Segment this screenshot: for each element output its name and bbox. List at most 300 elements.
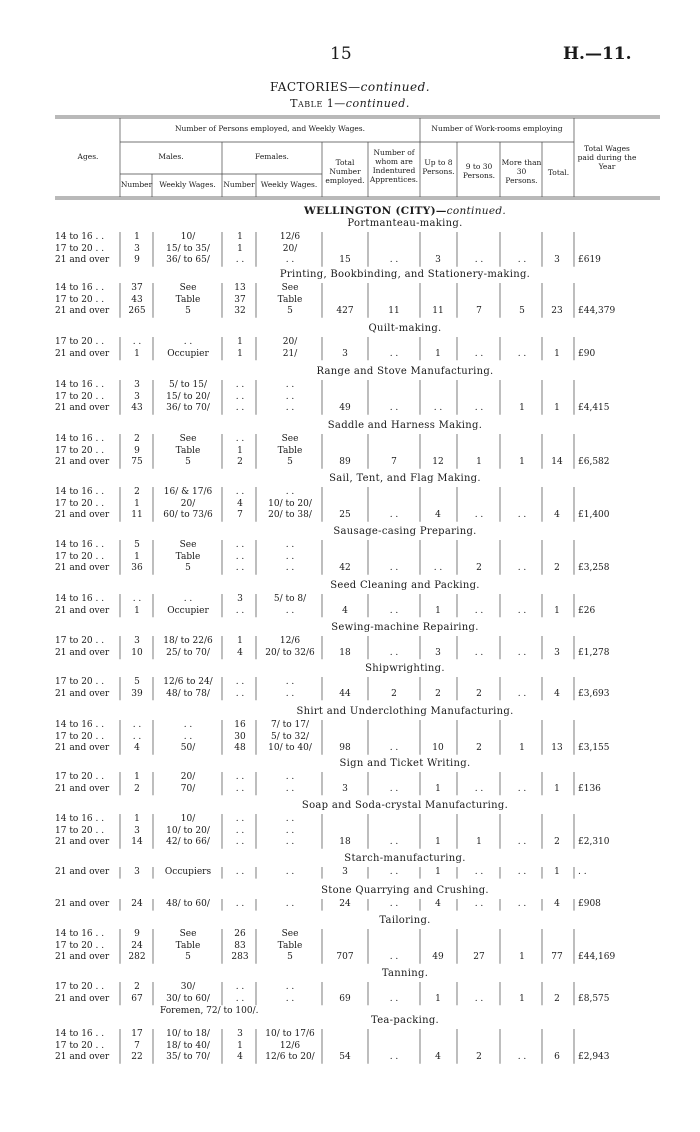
9-to-30-cell: 2	[476, 563, 482, 574]
male-wages-cell: 25/ to 70/	[166, 647, 210, 658]
indentured-cell: . .	[389, 255, 399, 266]
female-number-cell: 83	[234, 940, 246, 951]
male-number-cell: 4	[134, 743, 140, 754]
total-wages-cell: £1,278	[578, 647, 610, 658]
9-to-30-cell: . .	[474, 348, 484, 359]
age-cell: 14 to 16 . .	[55, 487, 105, 497]
male-wages-cell: 70/	[180, 783, 196, 794]
age-cell: 21 and over	[55, 952, 110, 963]
female-wages-cell: 12/6	[279, 636, 301, 646]
section-heading: Saddle and Harness Making.	[327, 420, 483, 431]
col-indentured: Number of whom are Indentured Apprentices.	[369, 148, 419, 184]
male-wages-cell: 12/6 to 24/	[163, 677, 213, 687]
up-to-8-cell: 1	[435, 867, 441, 877]
indentured-cell: . .	[389, 867, 399, 877]
up-to-8-cell: 4	[435, 510, 441, 521]
age-cell: 21 and over	[55, 457, 110, 468]
rooms-total-cell: 1	[554, 783, 560, 794]
total-wages-cell: £908	[578, 899, 601, 909]
female-number-cell: 1	[237, 445, 243, 456]
male-wages-cell: 5	[185, 952, 191, 963]
col-more-than-30: More than 30 Persons.	[501, 158, 542, 185]
female-wages-cell: 20/ to 32/6	[265, 647, 315, 658]
female-number-cell: . .	[235, 783, 245, 794]
male-number-cell: . .	[132, 731, 142, 742]
female-wages-cell: 21/	[282, 348, 298, 359]
col-male-number: Number	[120, 180, 153, 189]
male-wages-cell: Table	[175, 294, 201, 305]
section-heading: Sausage-casing Preparing.	[333, 526, 477, 537]
male-wages-cell: 36/ to 65/	[166, 255, 210, 266]
female-wages-cell: . .	[285, 563, 295, 574]
age-cell: 14 to 16 . .	[55, 720, 105, 730]
female-number-cell: . .	[235, 814, 245, 824]
age-cell: 17 to 20 . .	[55, 731, 105, 742]
male-number-cell: 3	[134, 380, 140, 390]
female-wages-cell: 5/ to 32/	[271, 731, 309, 742]
col-rooms-total: Total.	[547, 168, 570, 177]
male-wages-cell: 15/ to 35/	[166, 243, 210, 254]
female-wages-cell: 10/ to 20/	[268, 498, 312, 509]
male-wages-cell: 5	[185, 306, 191, 317]
male-number-cell: 1	[134, 772, 140, 782]
section-heading: Quilt-making.	[368, 323, 442, 334]
female-wages-cell: 10/ to 40/	[268, 743, 312, 754]
col-persons-group: Number of Persons employed, and Weekly Wages.	[174, 124, 366, 133]
up-to-8-cell: . .	[433, 403, 443, 414]
male-number-cell: 3	[134, 867, 140, 877]
female-number-cell: 30	[234, 731, 246, 742]
total-wages-cell: £619	[578, 255, 601, 266]
female-wages-cell: 10/ to 17/6	[265, 1029, 315, 1039]
female-wages-cell: 20/	[282, 243, 298, 254]
male-wages-cell: Table	[175, 445, 201, 456]
more-than-30-cell: . .	[517, 348, 527, 359]
section-heading: Seed Cleaning and Packing.	[330, 580, 480, 591]
total-wages-cell: £2,943	[578, 1052, 610, 1063]
male-wages-cell: 30/ to 60/	[166, 993, 210, 1004]
male-number-cell: 282	[128, 952, 146, 963]
age-cell: 21 and over	[55, 743, 110, 754]
rooms-total-cell: 14	[551, 457, 563, 468]
rooms-total-cell: 6	[554, 1052, 560, 1063]
male-wages-cell: See	[179, 434, 197, 444]
male-wages-cell: 10/	[180, 232, 196, 242]
male-number-cell: 2	[134, 982, 140, 992]
female-wages-cell: 20/	[282, 337, 298, 347]
up-to-8-cell: 3	[435, 647, 441, 658]
male-wages-cell: . .	[183, 720, 193, 730]
female-wages-cell: Table	[277, 294, 303, 305]
col-females: Females.	[255, 152, 289, 161]
female-number-cell: . .	[235, 403, 245, 414]
female-number-cell: . .	[235, 772, 245, 782]
age-cell: 14 to 16 . .	[55, 283, 105, 293]
female-wages-cell: Table	[277, 940, 303, 951]
more-than-30-cell: . .	[517, 1052, 527, 1063]
rooms-total-cell: 2	[554, 837, 560, 848]
female-wages-cell: . .	[285, 814, 295, 824]
section-heading: Printing, Bookbinding, and Stationery-making.	[279, 269, 531, 280]
female-wages-cell: 20/ to 38/	[268, 510, 312, 521]
female-wages-cell: 12/6	[279, 1040, 301, 1051]
male-wages-cell: 18/ to 22/6	[163, 636, 213, 646]
rooms-total-cell: 1	[554, 605, 560, 616]
female-wages-cell: . .	[285, 677, 295, 687]
male-wages-cell: 60/ to 73/6	[163, 510, 213, 521]
more-than-30-cell: 1	[519, 952, 525, 963]
total-employed-cell: 69	[339, 993, 351, 1004]
indentured-cell: . .	[389, 837, 399, 848]
indentured-cell: . .	[389, 743, 399, 754]
female-number-cell: . .	[235, 605, 245, 616]
age-cell: 21 and over	[55, 403, 110, 414]
section-heading: Tea-packing.	[371, 1015, 439, 1026]
up-to-8-cell: 12	[432, 457, 444, 468]
total-wages-cell: £3,693	[578, 688, 610, 699]
age-cell: 21 and over	[55, 867, 110, 877]
female-number-cell: 3	[237, 1029, 243, 1039]
male-wages-cell: . .	[183, 594, 193, 604]
9-to-30-cell: . .	[474, 647, 484, 658]
female-number-cell: 7	[237, 510, 243, 521]
rooms-total-cell: 4	[554, 688, 560, 699]
female-number-cell: 16	[234, 720, 246, 730]
female-number-cell: 283	[231, 952, 249, 963]
female-wages-cell: See	[281, 929, 299, 939]
female-number-cell: 48	[234, 743, 246, 754]
total-employed-cell: 54	[339, 1052, 351, 1063]
more-than-30-cell: . .	[517, 647, 527, 658]
female-number-cell: . .	[235, 487, 245, 497]
male-number-cell: 5	[134, 540, 140, 550]
9-to-30-cell: 27	[473, 952, 485, 963]
age-cell: 17 to 20 . .	[55, 445, 105, 456]
male-number-cell: 2	[134, 434, 140, 444]
female-number-cell: . .	[235, 899, 245, 909]
9-to-30-cell: 7	[476, 306, 482, 317]
rooms-total-cell: 1	[554, 348, 560, 359]
more-than-30-cell: 1	[519, 743, 525, 754]
age-cell: 21 and over	[55, 563, 110, 574]
male-wages-cell: See	[179, 929, 197, 939]
age-cell: 21 and over	[55, 348, 110, 359]
age-cell: 17 to 20 . .	[55, 391, 105, 402]
female-wages-cell: 12/6	[279, 232, 301, 242]
male-number-cell: 1	[134, 348, 140, 359]
rooms-total-cell: 13	[551, 743, 563, 754]
male-number-cell: 2	[134, 783, 140, 794]
up-to-8-cell: 4	[435, 1052, 441, 1063]
female-number-cell: . .	[235, 825, 245, 836]
indentured-cell: . .	[389, 783, 399, 794]
male-wages-cell: Table	[175, 551, 201, 562]
9-to-30-cell: . .	[474, 783, 484, 794]
age-cell: 21 and over	[55, 510, 110, 521]
male-number-cell: 22	[131, 1052, 143, 1063]
rooms-total-cell: 4	[554, 899, 560, 909]
male-number-cell: 14	[131, 837, 143, 848]
male-number-cell: 3	[134, 636, 140, 646]
male-number-cell: 39	[131, 688, 143, 699]
total-employed-cell: 24	[339, 899, 351, 909]
female-wages-cell: . .	[285, 783, 295, 794]
female-wages-cell: See	[281, 283, 299, 293]
indentured-cell: 7	[391, 457, 397, 468]
female-number-cell: . .	[235, 380, 245, 390]
male-wages-cell: 20/	[180, 772, 196, 782]
female-wages-cell: . .	[285, 688, 295, 699]
age-cell: 21 and over	[55, 899, 110, 909]
male-wages-cell: 18/ to 40/	[166, 1040, 210, 1051]
age-cell: 14 to 16 . .	[55, 814, 105, 824]
up-to-8-cell: 49	[432, 952, 444, 963]
9-to-30-cell: . .	[474, 993, 484, 1004]
total-employed-cell: 427	[336, 306, 354, 317]
female-wages-cell: . .	[285, 403, 295, 414]
female-number-cell: 4	[237, 498, 243, 509]
male-wages-cell: 5/ to 15/	[169, 380, 207, 390]
female-number-cell: . .	[235, 837, 245, 848]
up-to-8-cell: 4	[435, 899, 441, 909]
age-cell: 21 and over	[55, 688, 110, 699]
male-wages-cell: . .	[183, 337, 193, 347]
male-number-cell: 1	[134, 551, 140, 562]
total-employed-cell: 98	[339, 743, 351, 754]
rooms-total-cell: 1	[554, 403, 560, 414]
document-code: H.—11.	[563, 44, 632, 64]
up-to-8-cell: 1	[435, 993, 441, 1004]
col-males: Males.	[158, 152, 184, 161]
section-heading: Sail, Tent, and Flag Making.	[329, 473, 481, 484]
male-wages-cell: See	[179, 283, 197, 293]
female-wages-cell: . .	[285, 551, 295, 562]
indentured-cell: 2	[391, 688, 397, 699]
female-number-cell: 26	[234, 929, 246, 939]
female-number-cell: . .	[235, 993, 245, 1004]
male-wages-cell: 5	[185, 457, 191, 468]
male-wages-cell: 10/ to 18/	[166, 1029, 210, 1039]
col-total-employed: Total Number employed.	[325, 158, 365, 185]
total-wages-cell: £26	[578, 605, 596, 616]
total-employed-cell: 3	[342, 783, 348, 794]
female-number-cell: 32	[234, 306, 246, 317]
rooms-total-cell: 4	[554, 510, 560, 521]
age-cell: 21 and over	[55, 837, 110, 848]
male-wages-cell: 15/ to 20/	[166, 391, 210, 402]
rooms-total-cell: 77	[551, 952, 563, 963]
total-employed-cell: 18	[339, 647, 351, 658]
female-number-cell: 2	[237, 457, 243, 468]
female-wages-cell: 12/6 to 20/	[265, 1052, 315, 1063]
female-wages-cell: . .	[285, 487, 295, 497]
male-wages-cell: 16/ & 17/6	[163, 487, 213, 497]
more-than-30-cell: . .	[517, 605, 527, 616]
age-cell: 14 to 16 . .	[55, 434, 105, 444]
female-number-cell: 1	[237, 337, 243, 347]
male-wages-cell: 48/ to 78/	[166, 688, 210, 699]
female-number-cell: 4	[237, 647, 243, 658]
female-number-cell: 1	[237, 348, 243, 359]
total-wages-cell: £8,575	[578, 993, 610, 1004]
total-wages-cell: £3,258	[578, 563, 610, 574]
female-wages-cell: . .	[285, 540, 295, 550]
total-wages-cell: £44,379	[578, 306, 616, 317]
female-number-cell: . .	[235, 255, 245, 266]
age-cell: 21 and over	[55, 605, 110, 616]
female-wages-cell: . .	[285, 772, 295, 782]
male-number-cell: 3	[134, 391, 140, 402]
rooms-total-cell: 23	[551, 306, 563, 317]
male-wages-cell: 36/ to 70/	[166, 403, 210, 414]
total-employed-cell: 707	[336, 952, 354, 963]
9-to-30-cell: 1	[476, 837, 482, 848]
male-wages-cell: Occupier	[167, 348, 209, 359]
male-wages-cell: 10/	[180, 814, 196, 824]
total-employed-cell: 44	[339, 688, 351, 699]
male-number-cell: 3	[134, 243, 140, 254]
rooms-total-cell: 1	[554, 867, 560, 877]
age-cell: 21 and over	[55, 993, 110, 1004]
more-than-30-cell: . .	[517, 899, 527, 909]
age-cell: 14 to 16 . .	[55, 929, 105, 939]
col-female-wages: Weekly Wages.	[260, 180, 318, 189]
male-number-cell: 67	[131, 993, 143, 1004]
age-cell: 17 to 20 . .	[55, 337, 105, 347]
age-cell: 17 to 20 . .	[55, 551, 105, 562]
female-wages-cell: . .	[285, 825, 295, 836]
total-wages-cell: £2,310	[578, 837, 610, 848]
rooms-total-cell: 2	[554, 563, 560, 574]
more-than-30-cell: . .	[517, 783, 527, 794]
female-number-cell: . .	[235, 867, 245, 877]
title-continued: continued.	[360, 80, 431, 94]
rooms-total-cell: 2	[554, 993, 560, 1004]
section-heading: Range and Stove Manufacturing.	[316, 366, 494, 377]
section-heading: Soap and Soda-crystal Manufacturing.	[301, 800, 509, 811]
male-wages-cell: 20/	[180, 498, 196, 509]
male-number-cell: 9	[134, 445, 140, 456]
female-number-cell: . .	[235, 551, 245, 562]
age-cell: 17 to 20 . .	[55, 1040, 105, 1051]
female-wages-cell: . .	[285, 982, 295, 992]
female-wages-cell: See	[281, 434, 299, 444]
more-than-30-cell: . .	[517, 563, 527, 574]
male-wages-cell: 30/	[180, 982, 196, 992]
female-number-cell: . .	[235, 688, 245, 699]
9-to-30-cell: . .	[474, 510, 484, 521]
col-male-wages: Weekly Wages.	[159, 180, 216, 189]
indentured-cell: . .	[389, 952, 399, 963]
age-cell: 17 to 20 . .	[55, 636, 105, 646]
section-heading: Portmanteau-making.	[347, 218, 463, 229]
age-cell: 17 to 20 . .	[55, 243, 105, 254]
female-number-cell: 1	[237, 1040, 243, 1051]
total-wages-cell: £4,415	[578, 403, 610, 414]
indentured-cell: 11	[388, 306, 400, 317]
female-wages-cell: Table	[277, 445, 303, 456]
col-up-to-8: Up to 8 Persons.	[422, 158, 455, 176]
total-employed-cell: 3	[342, 348, 348, 359]
total-employed-cell: 18	[339, 837, 351, 848]
more-than-30-cell: 1	[519, 403, 525, 414]
page-number: 15	[330, 44, 352, 64]
section-heading: Starch-manufacturing.	[344, 853, 466, 864]
9-to-30-cell: 2	[476, 688, 482, 699]
9-to-30-cell: . .	[474, 403, 484, 414]
9-to-30-cell: . .	[474, 867, 484, 877]
total-wages-cell: £3,155	[578, 743, 610, 754]
female-wages-cell: . .	[285, 255, 295, 266]
section-heading: Sewing-machine Repairing.	[331, 622, 479, 633]
male-number-cell: 37	[131, 283, 143, 293]
male-wages-cell: 5	[185, 563, 191, 574]
male-number-cell: 10	[131, 647, 143, 658]
male-number-cell: 9	[134, 255, 140, 266]
age-cell: 17 to 20 . .	[55, 498, 105, 509]
male-number-cell: 24	[131, 940, 143, 951]
female-wages-cell: 5	[287, 457, 293, 468]
9-to-30-cell: 1	[476, 457, 482, 468]
age-cell: 17 to 20 . .	[55, 825, 105, 836]
total-wages-cell: £90	[578, 348, 596, 359]
total-employed-cell: 3	[342, 867, 348, 877]
male-wages-cell: 50/	[180, 743, 196, 754]
female-number-cell: 37	[234, 294, 246, 305]
male-number-cell: 11	[131, 510, 143, 521]
section-heading: Shipwrighting.	[365, 663, 445, 674]
age-cell: 21 and over	[55, 783, 110, 794]
age-cell: 17 to 20 . .	[55, 677, 105, 687]
indentured-cell: . .	[389, 1052, 399, 1063]
indentured-cell: . .	[389, 605, 399, 616]
male-number-cell: 1	[134, 232, 140, 242]
total-employed-cell: 4	[342, 605, 348, 616]
section-heading: Tailoring.	[379, 915, 431, 926]
male-wages-cell: 35/ to 70/	[166, 1052, 210, 1063]
male-wages-cell: Table	[175, 940, 201, 951]
col-female-number: Number	[223, 180, 255, 189]
section-heading: Sign and Ticket Writing.	[339, 758, 471, 769]
total-employed-cell: 42	[339, 563, 351, 574]
age-cell: 14 to 16 . .	[55, 540, 105, 550]
male-wages-cell: 42/ to 66/	[166, 837, 210, 848]
subtitle-continued: continued.	[345, 97, 410, 110]
male-wages-cell: 48/ to 60/	[166, 899, 210, 909]
age-cell: 17 to 20 . .	[55, 294, 105, 305]
male-number-cell: . .	[132, 720, 142, 730]
total-wages-cell: £44,169	[578, 952, 616, 963]
age-cell: 14 to 16 . .	[55, 232, 105, 242]
indentured-cell: . .	[389, 899, 399, 909]
age-cell: 21 and over	[55, 647, 110, 658]
male-number-cell: 1	[134, 605, 140, 616]
indentured-cell: . .	[389, 993, 399, 1004]
city-name: WELLINGTON (CITY)—	[303, 205, 447, 217]
male-number-cell: 43	[131, 403, 143, 414]
indentured-cell: . .	[389, 510, 399, 521]
age-cell: 21 and over	[55, 1052, 110, 1063]
up-to-8-cell: 1	[435, 783, 441, 794]
male-wages-cell: 10/ to 20/	[166, 825, 210, 836]
total-wages-cell: £136	[578, 783, 601, 794]
rooms-total-cell: 3	[554, 255, 560, 266]
9-to-30-cell: . .	[474, 899, 484, 909]
male-number-cell: 2	[134, 487, 140, 497]
female-number-cell: . .	[235, 540, 245, 550]
age-cell: 14 to 16 . .	[55, 380, 105, 390]
female-wages-cell: 7/ to 17/	[271, 720, 309, 730]
